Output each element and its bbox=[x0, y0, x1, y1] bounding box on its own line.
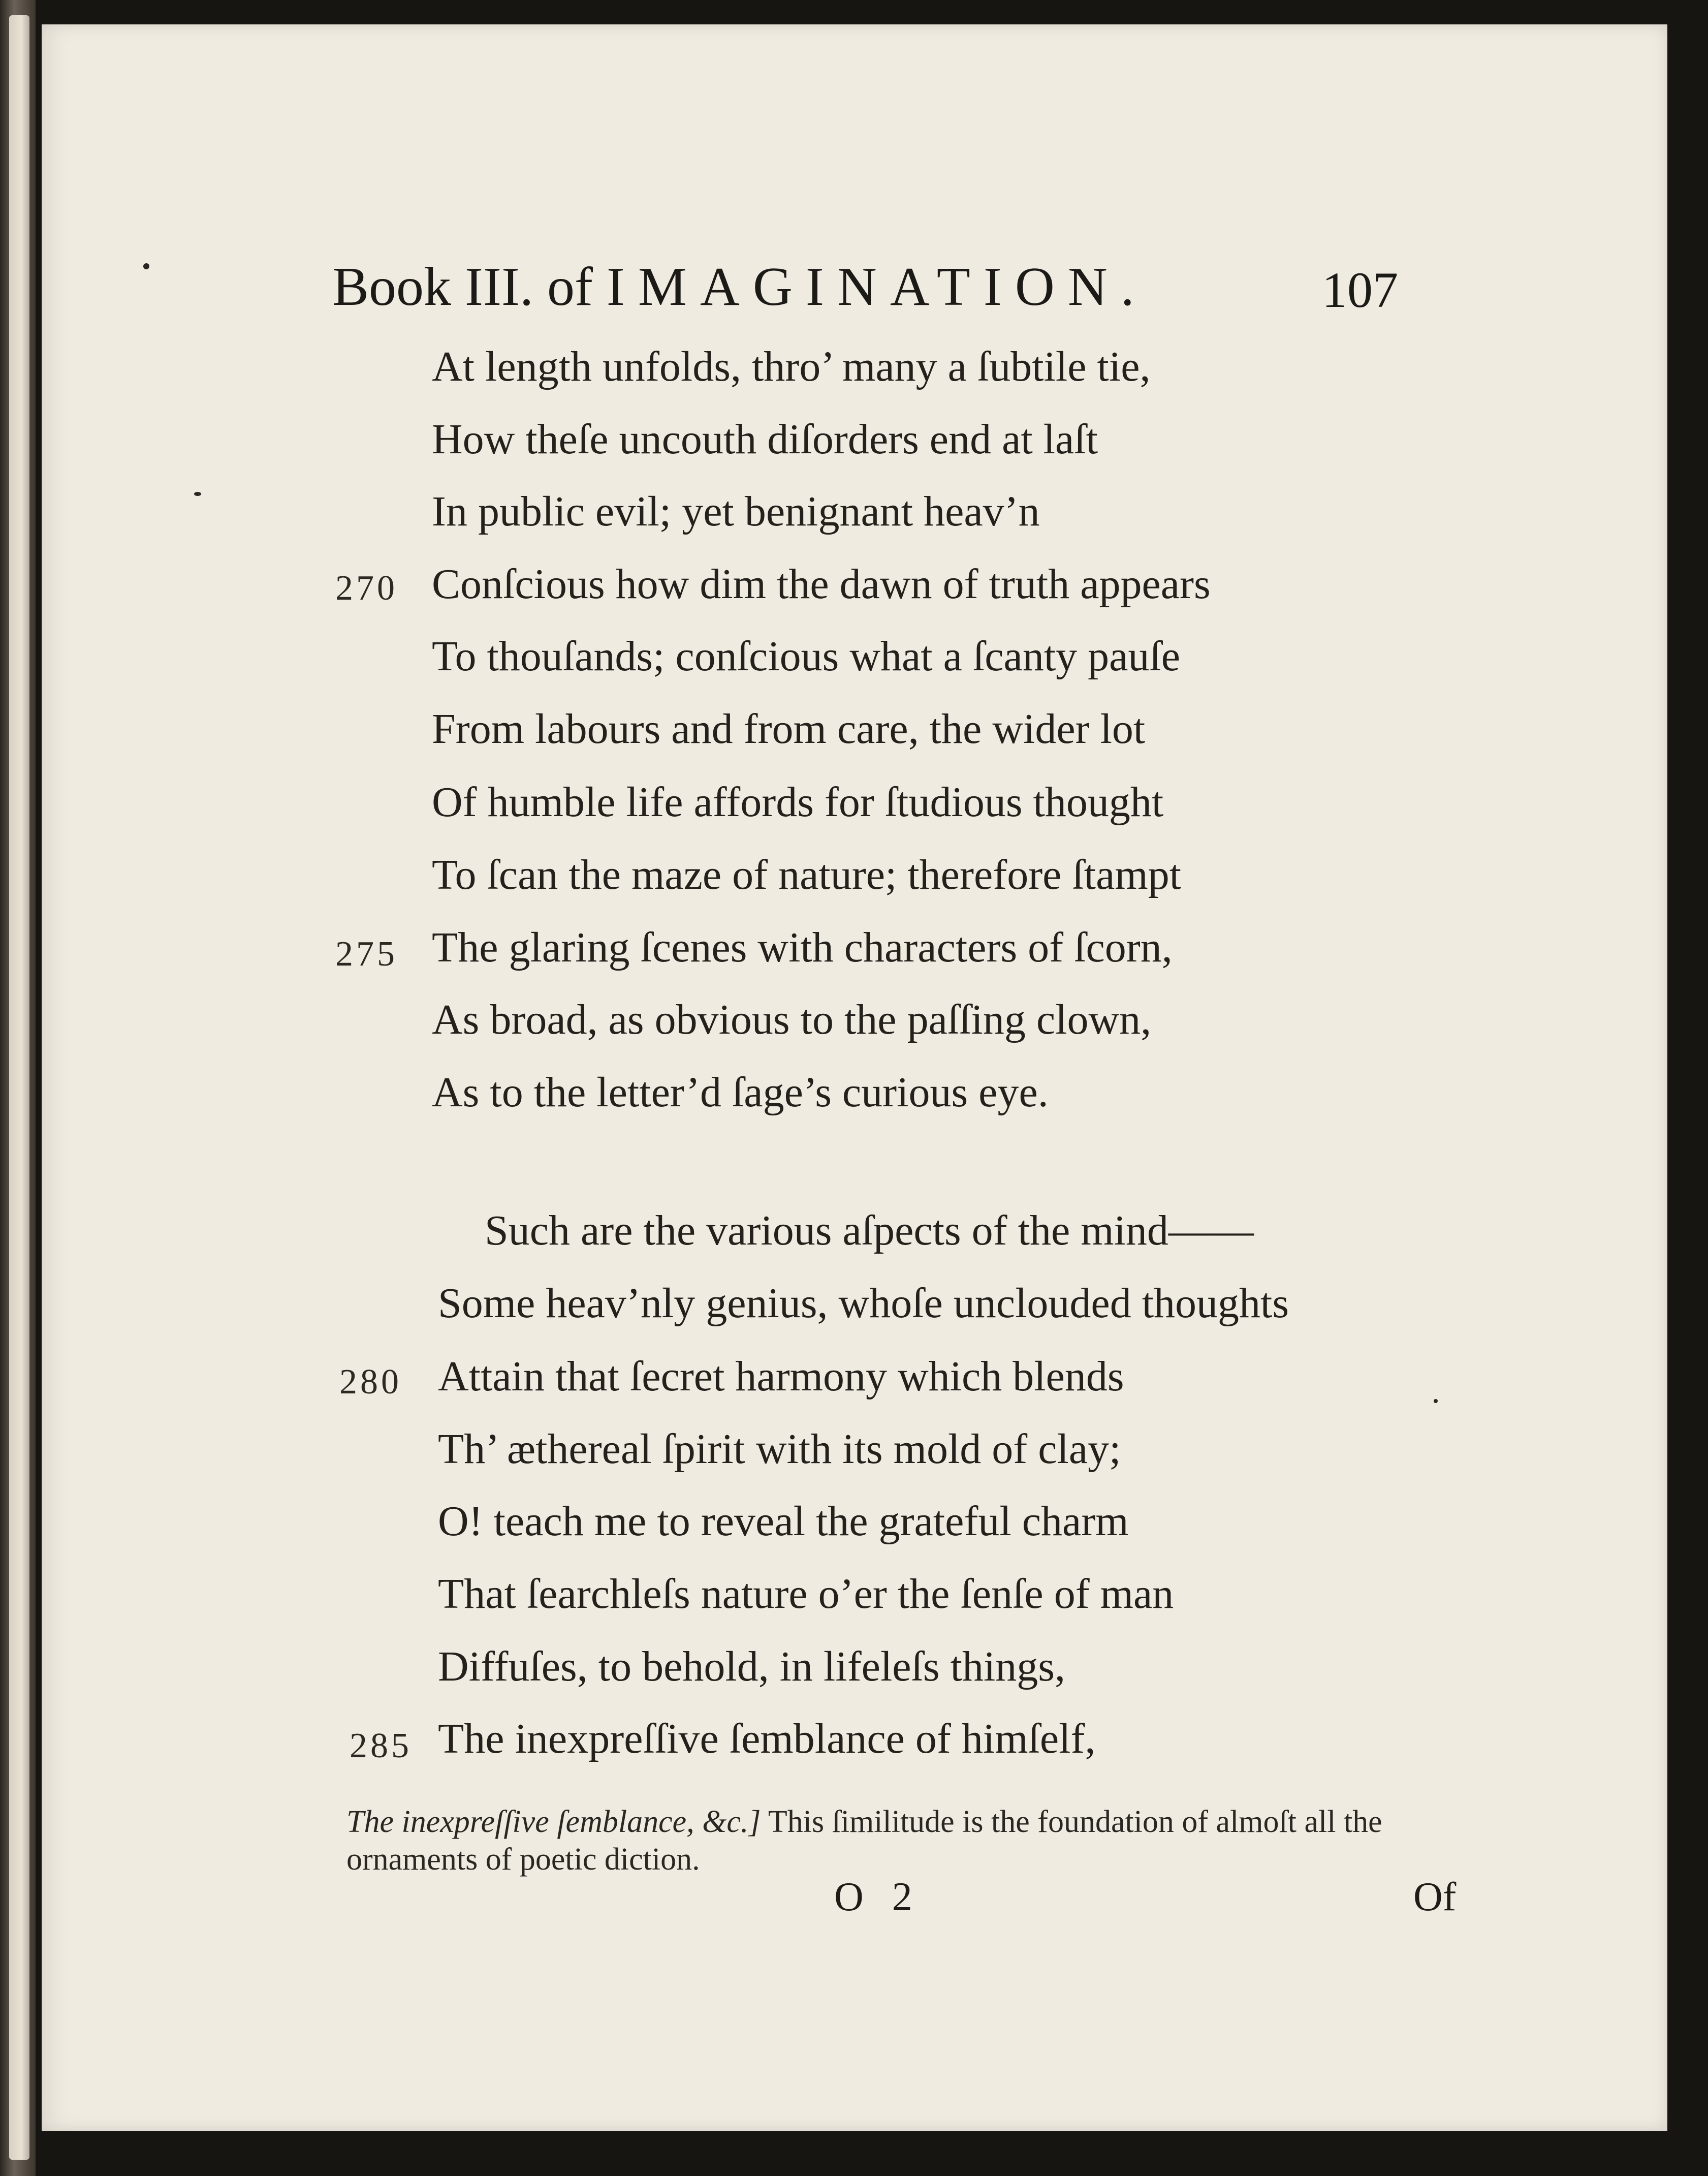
verse-line-indented: Such are the various aſpects of the mind—— bbox=[485, 1207, 1254, 1254]
verse-line: Of humble life affords for ſtudious thought bbox=[432, 779, 1164, 826]
line-number: 275 bbox=[335, 935, 398, 974]
signature-mark: O 2 bbox=[834, 1875, 922, 1919]
ink-speck bbox=[143, 263, 149, 269]
title-of: of bbox=[547, 257, 593, 317]
verse-line: O! teach me to reveal the grateful charm bbox=[438, 1498, 1129, 1545]
verse-line: How theſe uncouth diſorders end at laſt bbox=[432, 416, 1098, 463]
verse-line: Th’ æthereal ſpirit with its mold of clay; bbox=[438, 1425, 1121, 1473]
verse-line: To ſcan the maze of nature; therefore ſtampt bbox=[432, 851, 1182, 898]
verse-line: As broad, as obvious to the paſſing clown, bbox=[432, 996, 1152, 1043]
verse-line: The inexpreſſive ſemblance of himſelf, bbox=[438, 1715, 1096, 1762]
verse-line: As to the letter’d ſage’s curious eye. bbox=[432, 1069, 1049, 1116]
verse-line: The glaring ſcenes with characters of ſcorn, bbox=[432, 924, 1173, 971]
book-number: III. bbox=[465, 257, 533, 317]
book-page bbox=[42, 24, 1667, 2131]
section-title: IMAGINATION. bbox=[606, 257, 1148, 317]
footnote-reference: The inexpreſſive ſemblance, &c.] bbox=[346, 1805, 761, 1839]
page-number: 107 bbox=[1322, 262, 1398, 318]
ink-speck bbox=[194, 492, 201, 496]
line-number: 280 bbox=[339, 1362, 402, 1402]
verse-line: Conſcious how dim the dawn of truth appears bbox=[432, 561, 1211, 608]
facing-page-edge bbox=[9, 15, 29, 2160]
book-label: Book bbox=[332, 257, 452, 317]
ink-speck bbox=[1434, 1399, 1438, 1403]
verse-line: To thouſands; conſcious what a ſcanty pauſe bbox=[432, 633, 1181, 680]
verse-line: At length unfolds, thro’ many a ſubtile tie, bbox=[432, 343, 1151, 390]
verse-line: That ſearchleſs nature o’er the ſenſe of man bbox=[438, 1570, 1174, 1618]
line-number: 285 bbox=[350, 1726, 412, 1765]
footnote-text: This ſimilitude is the foundation of almoſt all the ornaments of poetic diction. bbox=[346, 1805, 1382, 1877]
verse-line: In public evil; yet benignant heav’n bbox=[432, 488, 1040, 535]
catchword: Of bbox=[1413, 1875, 1457, 1919]
verse-line: From labours and from care, the wider lot bbox=[432, 705, 1146, 753]
verse-line: Some heav’nly genius, whoſe unclouded thoughts bbox=[438, 1280, 1289, 1327]
line-number: 270 bbox=[335, 569, 398, 608]
verse-line: Diffuſes, to behold, in lifeleſs things, bbox=[438, 1643, 1065, 1690]
footnote bbox=[346, 1803, 1484, 1878]
verse-line: Attain that ſecret harmony which blends bbox=[438, 1353, 1124, 1400]
